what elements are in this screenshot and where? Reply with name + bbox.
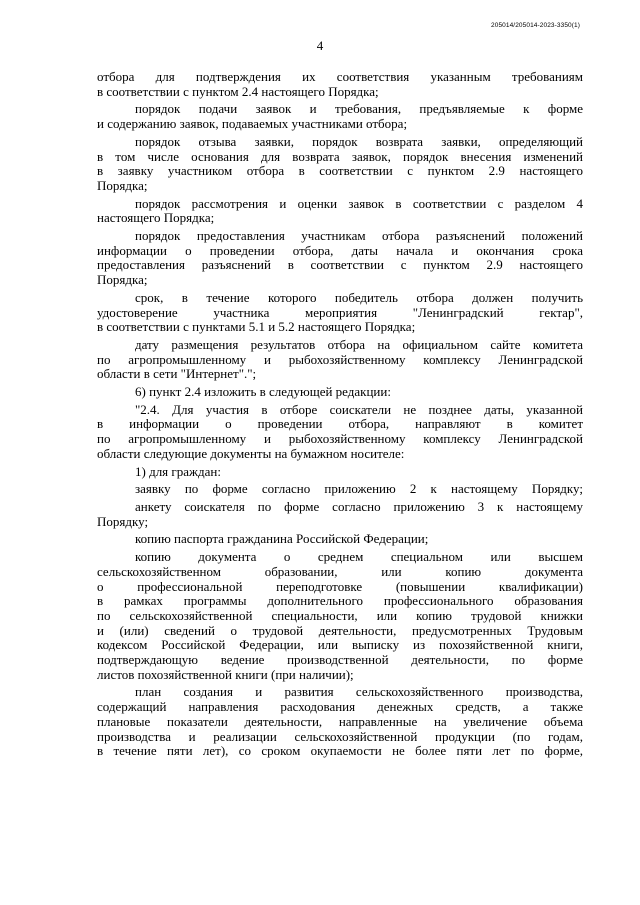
document-body bbox=[97, 70, 583, 759]
text-line: Порядка; bbox=[97, 272, 148, 288]
text-line: порядок отзыва заявки, порядок возврата заявки, определяющий bbox=[135, 133, 583, 149]
text-line: по сельскохозяйственной специальности, или копию трудовой книжки bbox=[97, 607, 583, 623]
document-id: 205014/205014-2023-3350(1) bbox=[491, 22, 580, 29]
text-line: Порядку; bbox=[97, 513, 149, 529]
text-line: области следующие документы на бумажном носителе: bbox=[97, 445, 405, 461]
text-line: подтверждающую ведение производственной деятельности, по форме bbox=[97, 652, 583, 668]
text-line: в соответствии с пунктом 2.4 настоящего Порядка; bbox=[97, 83, 379, 99]
text-line: листов похозяйственной книги (при наличии); bbox=[97, 666, 354, 682]
text-line: о профессиональной переподготовке (повышении квалификации) bbox=[97, 578, 583, 594]
text-line: информации о проведении отбора, даты начала и окончания срока bbox=[97, 242, 583, 258]
text-line: заявку по форме согласно приложению 2 к настоящему Порядку; bbox=[135, 481, 583, 497]
text-line: в том числе основания для возврата заявок, порядок внесения изменений bbox=[97, 148, 583, 164]
text-line: отбора для подтверждения их соответствия указанным требованиям bbox=[97, 69, 583, 84]
text-line: и содержанию заявок, подаваемых участниками отбора; bbox=[97, 116, 408, 132]
text-line: дату размещения результатов отбора на официальном сайте комитета bbox=[135, 336, 583, 352]
text-line: плановые показатели деятельности, направленные на увеличение объема bbox=[97, 713, 583, 729]
text-line: по агропромышленному и рыбохозяйственному комплексу Ленинградской bbox=[97, 431, 583, 447]
text-line: 6) пункт 2.4 изложить в следующей редакции: bbox=[135, 384, 391, 400]
text-line: области в сети "Интернет"."; bbox=[97, 366, 257, 382]
text-line: план создания и развития сельскохозяйственного производства, bbox=[135, 684, 583, 700]
text-line: "2.4. Для участия в отборе соискатели не позднее даты, указанной bbox=[135, 401, 583, 417]
text-line: в рамках программы дополнительного профессионального образования bbox=[97, 593, 583, 609]
text-line: анкету соискателя по форме согласно приложению 3 к настоящему bbox=[135, 498, 583, 514]
text-line: настоящего Порядка; bbox=[97, 210, 215, 226]
text-line: содержащий направления расходования денежных средств, а также bbox=[97, 699, 583, 715]
text-line: и (или) сведений о трудовой деятельности, предусмотренных Трудовым bbox=[97, 622, 583, 638]
text-line: удостоверение участника мероприятия "Ленинградский гектар", bbox=[97, 304, 583, 320]
text-line: по агропромышленному и рыбохозяйственному комплексу Ленинградской bbox=[97, 351, 583, 367]
text-line: кодексом Российской Федерации, или выписку из похозяйственной книги, bbox=[97, 637, 583, 653]
text-line: предоставления разъяснений в соответствии с пунктом 2.9 настоящего bbox=[97, 257, 583, 273]
text-line: порядок подачи заявок и требования, предъявляемые к форме bbox=[135, 101, 583, 117]
text-line: в течение пяти лет), со сроком окупаемости не более пяти лет по форме, bbox=[97, 743, 583, 759]
page-number: 4 bbox=[316, 38, 324, 53]
text-line: Порядка; bbox=[97, 177, 148, 193]
text-line: в информации о проведении отбора, направляют в комитет bbox=[97, 416, 583, 432]
text-line: копию паспорта гражданина Российской Федерации; bbox=[135, 531, 429, 547]
text-line: копию документа о среднем специальном или высшем bbox=[135, 549, 583, 565]
text-line: порядок предоставления участникам отбора разъяснений положений bbox=[135, 228, 583, 244]
text-line: в соответствии с пунктами 5.1 и 5.2 настоящего Порядка; bbox=[97, 319, 416, 335]
text-line: сельскохозяйственном образовании, или копию документа bbox=[97, 563, 583, 579]
text-line: срок, в течение которого победитель отбора должен получить bbox=[135, 289, 583, 305]
text-line: 1) для граждан: bbox=[135, 463, 221, 479]
text-line: производства и реализации сельскохозяйственной продукции (по годам, bbox=[97, 728, 583, 744]
text-line: порядок рассмотрения и оценки заявок в соответствии с разделом 4 bbox=[135, 195, 583, 211]
text-line: в заявку участником отбора в соответствии с пунктом 2.9 настоящего bbox=[97, 163, 583, 179]
